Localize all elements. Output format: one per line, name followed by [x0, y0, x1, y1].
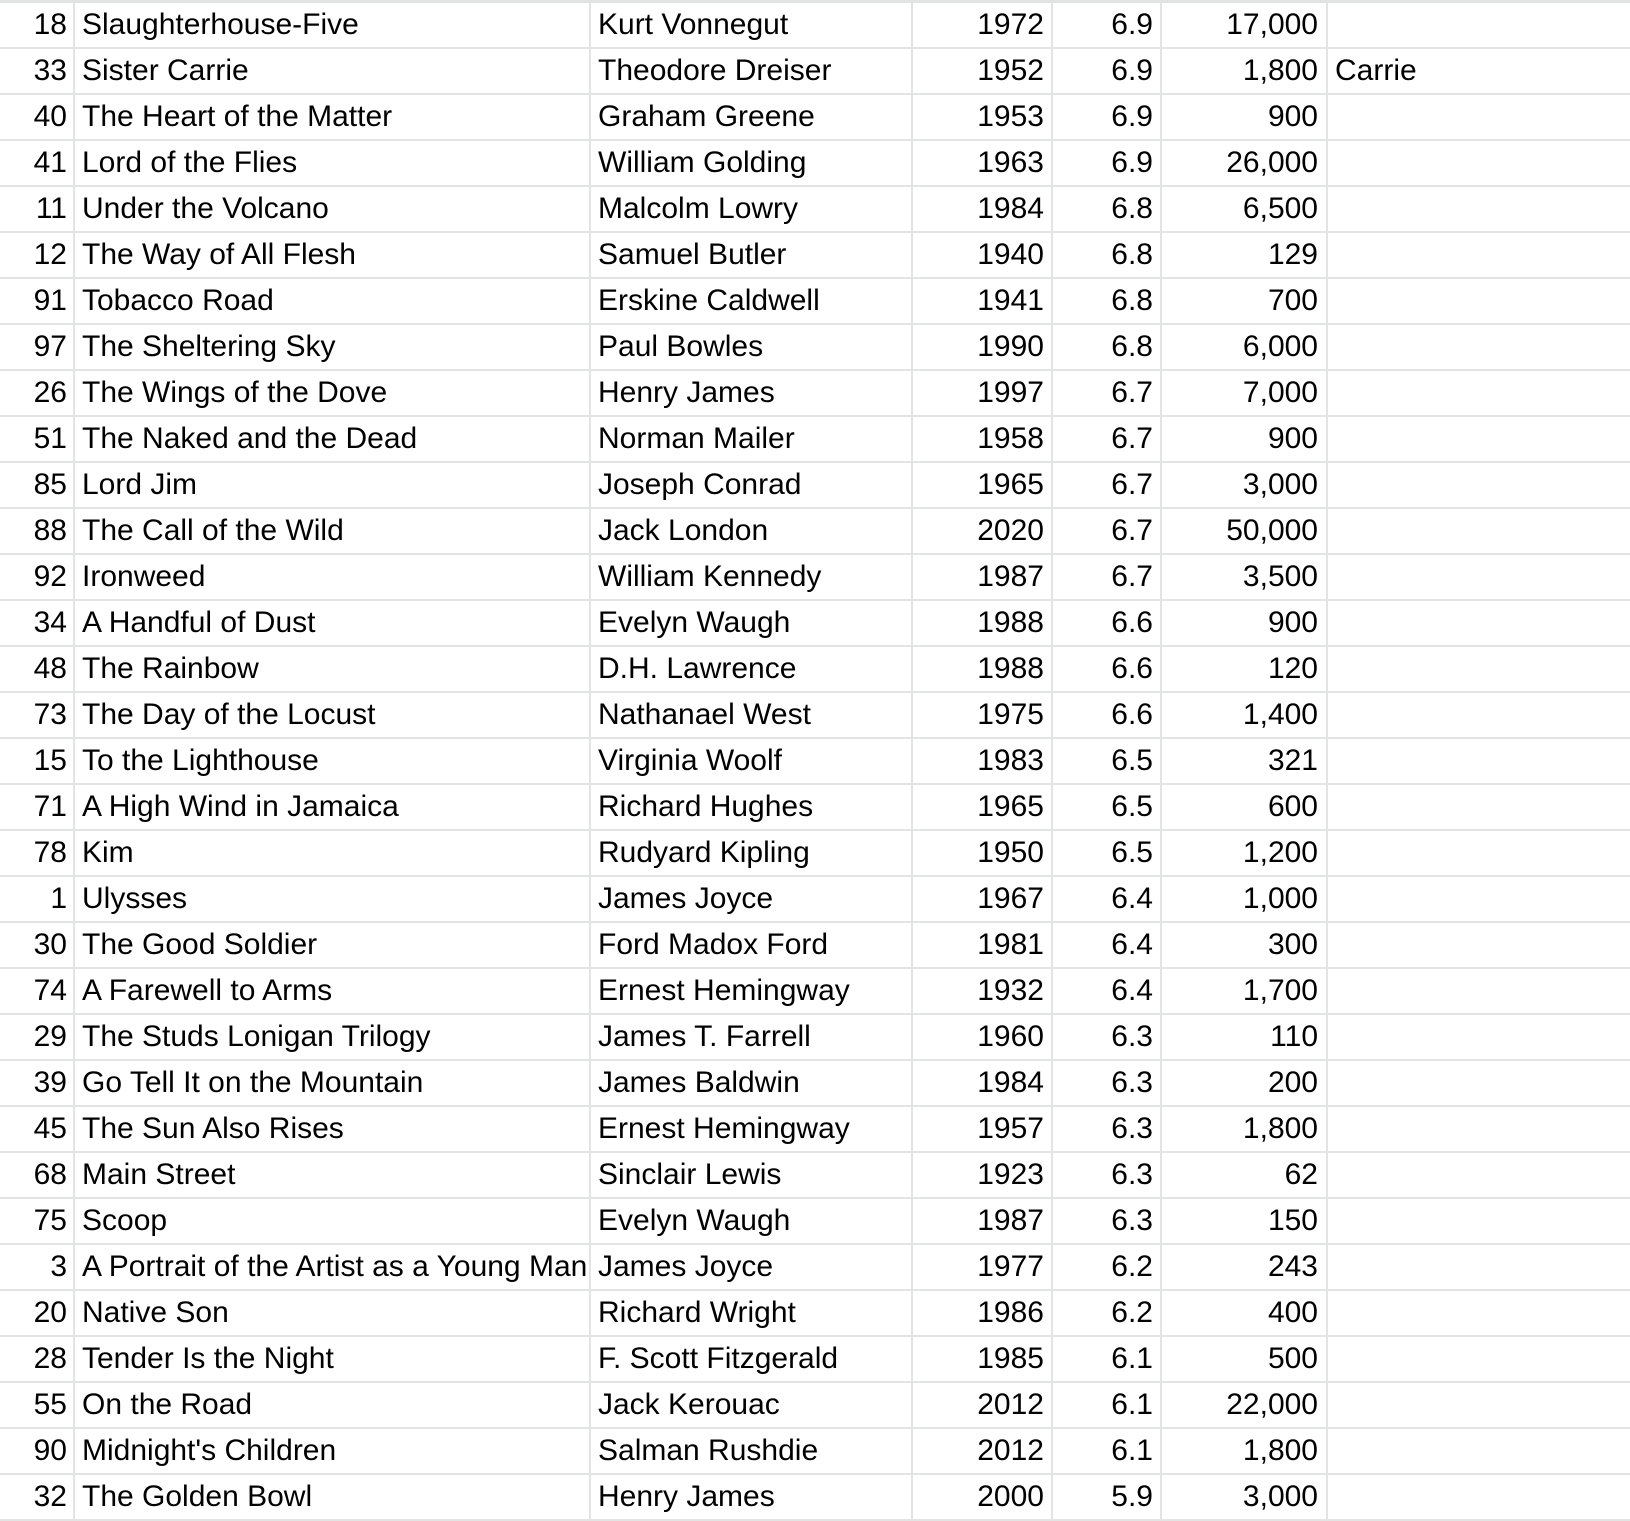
cell-year[interactable]: 1983: [912, 738, 1052, 784]
cell-author[interactable]: Jack Kerouac: [590, 1382, 912, 1428]
table-row: [0, 876, 1630, 922]
cell-ratings[interactable]: 400: [1161, 1290, 1327, 1336]
cell-year[interactable]: 1986: [912, 1290, 1052, 1336]
cell-note[interactable]: [1327, 922, 1630, 968]
cell-score[interactable]: 6.8: [1052, 232, 1161, 278]
cell-note[interactable]: [1327, 232, 1630, 278]
cell-year[interactable]: 1990: [912, 324, 1052, 370]
cell-year[interactable]: 1967: [912, 876, 1052, 922]
cell-title[interactable]: Sister Carrie: [74, 48, 590, 94]
cell-note[interactable]: [1327, 462, 1630, 508]
cell-rank[interactable]: 73: [0, 692, 74, 738]
table-row: [0, 94, 1630, 140]
cell-author[interactable]: Theodore Dreiser: [590, 48, 912, 94]
cell-year[interactable]: 1984: [912, 1060, 1052, 1106]
cell-author[interactable]: Malcolm Lowry: [590, 186, 912, 232]
table-row: [0, 1106, 1630, 1152]
cell-rank[interactable]: 29: [0, 1014, 74, 1060]
cell-title[interactable]: Lord Jim: [74, 462, 590, 508]
cell-author[interactable]: Erskine Caldwell: [590, 278, 912, 324]
cell-rank[interactable]: 30: [0, 922, 74, 968]
cell-score[interactable]: 6.9: [1052, 140, 1161, 186]
cell-note[interactable]: [1327, 1382, 1630, 1428]
cell-note[interactable]: [1327, 784, 1630, 830]
cell-rank[interactable]: 1: [0, 876, 74, 922]
cell-note[interactable]: [1327, 692, 1630, 738]
table-row: [0, 554, 1630, 600]
cell-note[interactable]: [1327, 830, 1630, 876]
cell-rank[interactable]: 91: [0, 278, 74, 324]
cell-ratings[interactable]: 600: [1161, 784, 1327, 830]
cell-author[interactable]: Ernest Hemingway: [590, 968, 912, 1014]
cell-score[interactable]: 6.4: [1052, 876, 1161, 922]
cell-title[interactable]: Lord of the Flies: [74, 140, 590, 186]
cell-note[interactable]: [1327, 600, 1630, 646]
cell-year[interactable]: 1988: [912, 600, 1052, 646]
cell-ratings[interactable]: 22,000: [1161, 1382, 1327, 1428]
cell-note[interactable]: [1327, 416, 1630, 462]
cell-ratings[interactable]: 700: [1161, 278, 1327, 324]
cell-score[interactable]: 6.5: [1052, 738, 1161, 784]
table-row: [0, 2, 1630, 49]
cell-score[interactable]: 6.6: [1052, 692, 1161, 738]
cell-score[interactable]: 6.6: [1052, 646, 1161, 692]
table-row: [0, 600, 1630, 646]
cell-score[interactable]: 6.1: [1052, 1336, 1161, 1382]
table-row: [0, 646, 1630, 692]
cell-year[interactable]: 2012: [912, 1382, 1052, 1428]
table-row: [0, 186, 1630, 232]
cell-title[interactable]: The Good Soldier: [74, 922, 590, 968]
cell-title[interactable]: The Naked and the Dead: [74, 416, 590, 462]
cell-rank[interactable]: 68: [0, 1152, 74, 1198]
cell-title[interactable]: Tender Is the Night: [74, 1336, 590, 1382]
cell-year[interactable]: 1965: [912, 784, 1052, 830]
cell-note[interactable]: [1327, 508, 1630, 554]
cell-year[interactable]: 1988: [912, 646, 1052, 692]
cell-score[interactable]: 6.4: [1052, 968, 1161, 1014]
cell-author[interactable]: Rudyard Kipling: [590, 830, 912, 876]
cell-rank[interactable]: 51: [0, 416, 74, 462]
cell-author[interactable]: Richard Hughes: [590, 784, 912, 830]
cell-year[interactable]: 1960: [912, 1014, 1052, 1060]
cell-note[interactable]: [1327, 1428, 1630, 1474]
cell-rank[interactable]: 40: [0, 94, 74, 140]
cell-year[interactable]: 1981: [912, 922, 1052, 968]
cell-year[interactable]: 1932: [912, 968, 1052, 1014]
cell-author[interactable]: Ernest Hemingway: [590, 1106, 912, 1152]
cell-score[interactable]: 6.8: [1052, 278, 1161, 324]
table-row: [0, 140, 1630, 186]
cell-note[interactable]: [1327, 1336, 1630, 1382]
table-row: [0, 462, 1630, 508]
cell-title[interactable]: The Sun Also Rises: [74, 1106, 590, 1152]
cell-title[interactable]: A Farewell to Arms: [74, 968, 590, 1014]
cell-ratings[interactable]: 3,500: [1161, 554, 1327, 600]
cell-score[interactable]: 6.2: [1052, 1244, 1161, 1290]
cell-note[interactable]: [1327, 876, 1630, 922]
cell-note[interactable]: [1327, 1290, 1630, 1336]
cell-note[interactable]: [1327, 2, 1630, 49]
table-row: [0, 324, 1630, 370]
cell-rank[interactable]: 3: [0, 1244, 74, 1290]
cell-note[interactable]: [1327, 1244, 1630, 1290]
table-row: [0, 922, 1630, 968]
cell-score[interactable]: 6.7: [1052, 416, 1161, 462]
cell-rank[interactable]: 85: [0, 462, 74, 508]
cell-rank[interactable]: 92: [0, 554, 74, 600]
cell-title[interactable]: Tobacco Road: [74, 278, 590, 324]
cell-score[interactable]: 6.5: [1052, 784, 1161, 830]
cell-title[interactable]: The Way of All Flesh: [74, 232, 590, 278]
table-row: [0, 370, 1630, 416]
cell-score[interactable]: 6.8: [1052, 186, 1161, 232]
cell-score[interactable]: 6.7: [1052, 462, 1161, 508]
cell-score[interactable]: 6.1: [1052, 1382, 1161, 1428]
cell-title[interactable]: The Rainbow: [74, 646, 590, 692]
cell-title[interactable]: A Portrait of the Artist as a Young Man: [74, 1244, 590, 1290]
cell-title[interactable]: Go Tell It on the Mountain: [74, 1060, 590, 1106]
table-row: [0, 1428, 1630, 1474]
cell-ratings[interactable]: 321: [1161, 738, 1327, 784]
cell-year[interactable]: 1950: [912, 830, 1052, 876]
cell-ratings[interactable]: 62: [1161, 1152, 1327, 1198]
table-row: [0, 416, 1630, 462]
cell-author[interactable]: Joseph Conrad: [590, 462, 912, 508]
cell-author[interactable]: Graham Greene: [590, 94, 912, 140]
cell-rank[interactable]: 11: [0, 186, 74, 232]
cell-ratings[interactable]: 900: [1161, 600, 1327, 646]
cell-ratings[interactable]: 6,500: [1161, 186, 1327, 232]
cell-author[interactable]: D.H. Lawrence: [590, 646, 912, 692]
cell-score[interactable]: 5.9: [1052, 1474, 1161, 1520]
cell-ratings[interactable]: 7,000: [1161, 370, 1327, 416]
cell-author[interactable]: Ford Madox Ford: [590, 922, 912, 968]
cell-author[interactable]: Norman Mailer: [590, 416, 912, 462]
cell-title[interactable]: The Wings of the Dove: [74, 370, 590, 416]
cell-rank[interactable]: 71: [0, 784, 74, 830]
cell-year[interactable]: 1972: [912, 2, 1052, 49]
table-row: [0, 1198, 1630, 1244]
cell-note[interactable]: [1327, 186, 1630, 232]
cell-score[interactable]: 6.3: [1052, 1014, 1161, 1060]
cell-score[interactable]: 6.5: [1052, 830, 1161, 876]
cell-title[interactable]: To the Lighthouse: [74, 738, 590, 784]
cell-note[interactable]: [1327, 1474, 1630, 1520]
table-row: [0, 1474, 1630, 1520]
cell-score[interactable]: 6.8: [1052, 324, 1161, 370]
cell-year[interactable]: 2020: [912, 508, 1052, 554]
cell-author[interactable]: Kurt Vonnegut: [590, 2, 912, 49]
table-row: [0, 1060, 1630, 1106]
cell-year[interactable]: 1958: [912, 416, 1052, 462]
cell-ratings[interactable]: 1,200: [1161, 830, 1327, 876]
table-row: [0, 784, 1630, 830]
cell-title[interactable]: The Call of the Wild: [74, 508, 590, 554]
cell-ratings[interactable]: 26,000: [1161, 140, 1327, 186]
cell-year[interactable]: 1997: [912, 370, 1052, 416]
cell-author[interactable]: Salman Rushdie: [590, 1428, 912, 1474]
cell-rank[interactable]: 48: [0, 646, 74, 692]
cell-rank[interactable]: 74: [0, 968, 74, 1014]
cell-note[interactable]: [1327, 140, 1630, 186]
cell-rank[interactable]: 88: [0, 508, 74, 554]
cell-note[interactable]: [1327, 1198, 1630, 1244]
cell-ratings[interactable]: 1,400: [1161, 692, 1327, 738]
cell-rank[interactable]: 18: [0, 2, 74, 49]
cell-author[interactable]: James Joyce: [590, 876, 912, 922]
cell-score[interactable]: 6.9: [1052, 2, 1161, 49]
cell-ratings[interactable]: 110: [1161, 1014, 1327, 1060]
cell-author[interactable]: Evelyn Waugh: [590, 600, 912, 646]
cell-author[interactable]: Samuel Butler: [590, 232, 912, 278]
cell-note[interactable]: [1327, 968, 1630, 1014]
cell-title[interactable]: A High Wind in Jamaica: [74, 784, 590, 830]
cell-year[interactable]: 1963: [912, 140, 1052, 186]
cell-ratings[interactable]: 129: [1161, 232, 1327, 278]
cell-ratings[interactable]: 300: [1161, 922, 1327, 968]
cell-author[interactable]: Nathanael West: [590, 692, 912, 738]
cell-rank[interactable]: 97: [0, 324, 74, 370]
cell-ratings[interactable]: 900: [1161, 416, 1327, 462]
table-row: [0, 278, 1630, 324]
cell-author[interactable]: William Golding: [590, 140, 912, 186]
cell-author[interactable]: William Kennedy: [590, 554, 912, 600]
cell-rank[interactable]: 39: [0, 1060, 74, 1106]
cell-ratings[interactable]: 1,700: [1161, 968, 1327, 1014]
table-row: [0, 1290, 1630, 1336]
cell-rank[interactable]: 33: [0, 48, 74, 94]
cell-note[interactable]: [1327, 278, 1630, 324]
cell-score[interactable]: 6.4: [1052, 922, 1161, 968]
cell-year[interactable]: 1965: [912, 462, 1052, 508]
table-row: [0, 738, 1630, 784]
cell-rank[interactable]: 28: [0, 1336, 74, 1382]
cell-author[interactable]: James Baldwin: [590, 1060, 912, 1106]
cell-year[interactable]: 1977: [912, 1244, 1052, 1290]
cell-ratings[interactable]: 1,000: [1161, 876, 1327, 922]
cell-note[interactable]: [1327, 646, 1630, 692]
cell-note[interactable]: [1327, 554, 1630, 600]
cell-note[interactable]: [1327, 1014, 1630, 1060]
cell-score[interactable]: 6.7: [1052, 508, 1161, 554]
cell-ratings[interactable]: 500: [1161, 1336, 1327, 1382]
cell-ratings[interactable]: 900: [1161, 94, 1327, 140]
cell-author[interactable]: Paul Bowles: [590, 324, 912, 370]
cell-year[interactable]: 1953: [912, 94, 1052, 140]
cell-author[interactable]: Henry James: [590, 370, 912, 416]
cell-note[interactable]: [1327, 1106, 1630, 1152]
cell-title[interactable]: The Sheltering Sky: [74, 324, 590, 370]
cell-score[interactable]: 6.7: [1052, 554, 1161, 600]
cell-ratings[interactable]: 3,000: [1161, 462, 1327, 508]
table-row: [0, 1336, 1630, 1382]
cell-rank[interactable]: 55: [0, 1382, 74, 1428]
cell-note[interactable]: [1327, 738, 1630, 784]
cell-title[interactable]: Ironweed: [74, 554, 590, 600]
table-row: [0, 232, 1630, 278]
cell-year[interactable]: 1987: [912, 554, 1052, 600]
cell-rank[interactable]: 26: [0, 370, 74, 416]
cell-author[interactable]: Richard Wright: [590, 1290, 912, 1336]
cell-rank[interactable]: 12: [0, 232, 74, 278]
cell-ratings[interactable]: 1,800: [1161, 1106, 1327, 1152]
cell-score[interactable]: 6.3: [1052, 1060, 1161, 1106]
cell-ratings[interactable]: 50,000: [1161, 508, 1327, 554]
cell-ratings[interactable]: 120: [1161, 646, 1327, 692]
cell-ratings[interactable]: 200: [1161, 1060, 1327, 1106]
cell-note[interactable]: [1327, 1152, 1630, 1198]
cell-score[interactable]: 6.6: [1052, 600, 1161, 646]
cell-note[interactable]: [1327, 94, 1630, 140]
cell-author[interactable]: Jack London: [590, 508, 912, 554]
table-row: [0, 1014, 1630, 1060]
cell-score[interactable]: 6.2: [1052, 1290, 1161, 1336]
cell-rank[interactable]: 15: [0, 738, 74, 784]
cell-rank[interactable]: 75: [0, 1198, 74, 1244]
cell-ratings[interactable]: 17,000: [1161, 2, 1327, 49]
spreadsheet-body: [0, 2, 1630, 1521]
cell-rank[interactable]: 41: [0, 140, 74, 186]
cell-author[interactable]: F. Scott Fitzgerald: [590, 1336, 912, 1382]
cell-rank[interactable]: 90: [0, 1428, 74, 1474]
table-row: [0, 968, 1630, 1014]
cell-title[interactable]: Scoop: [74, 1198, 590, 1244]
table-row: [0, 508, 1630, 554]
table-row: [0, 48, 1630, 94]
cell-title[interactable]: Ulysses: [74, 876, 590, 922]
cell-rank[interactable]: 32: [0, 1474, 74, 1520]
cell-title[interactable]: A Handful of Dust: [74, 600, 590, 646]
cell-score[interactable]: 6.9: [1052, 48, 1161, 94]
table-row: [0, 1152, 1630, 1198]
cell-title[interactable]: Slaughterhouse-Five: [74, 2, 590, 49]
cell-year[interactable]: 1923: [912, 1152, 1052, 1198]
cell-rank[interactable]: 34: [0, 600, 74, 646]
cell-rank[interactable]: 45: [0, 1106, 74, 1152]
cell-rank[interactable]: 20: [0, 1290, 74, 1336]
cell-ratings[interactable]: 243: [1161, 1244, 1327, 1290]
cell-note[interactable]: [1327, 1060, 1630, 1106]
cell-score[interactable]: 6.1: [1052, 1428, 1161, 1474]
cell-note[interactable]: Carrie: [1327, 48, 1630, 94]
table-row: [0, 692, 1630, 738]
cell-year[interactable]: 2012: [912, 1428, 1052, 1474]
cell-note[interactable]: [1327, 370, 1630, 416]
table-row: [0, 1382, 1630, 1428]
cell-title[interactable]: The Heart of the Matter: [74, 94, 590, 140]
cell-author[interactable]: James Joyce: [590, 1244, 912, 1290]
table-row: [0, 830, 1630, 876]
cell-ratings[interactable]: 1,800: [1161, 1428, 1327, 1474]
cell-score[interactable]: 6.7: [1052, 370, 1161, 416]
cell-note[interactable]: [1327, 324, 1630, 370]
cell-year[interactable]: 1940: [912, 232, 1052, 278]
cell-title[interactable]: Native Son: [74, 1290, 590, 1336]
cell-ratings[interactable]: 3,000: [1161, 1474, 1327, 1520]
cell-year[interactable]: 1952: [912, 48, 1052, 94]
cell-title[interactable]: Main Street: [74, 1152, 590, 1198]
cell-title[interactable]: The Day of the Locust: [74, 692, 590, 738]
cell-rank[interactable]: 78: [0, 830, 74, 876]
cell-score[interactable]: 6.3: [1052, 1198, 1161, 1244]
table-row: [0, 1244, 1630, 1290]
cell-year[interactable]: 1987: [912, 1198, 1052, 1244]
cell-year[interactable]: 2000: [912, 1474, 1052, 1520]
cell-year[interactable]: 1975: [912, 692, 1052, 738]
cell-year[interactable]: 1984: [912, 186, 1052, 232]
cell-ratings[interactable]: 150: [1161, 1198, 1327, 1244]
cell-author[interactable]: Sinclair Lewis: [590, 1152, 912, 1198]
cell-ratings[interactable]: 6,000: [1161, 324, 1327, 370]
cell-score[interactable]: 6.3: [1052, 1106, 1161, 1152]
cell-year[interactable]: 1941: [912, 278, 1052, 324]
cell-title[interactable]: Kim: [74, 830, 590, 876]
cell-score[interactable]: 6.9: [1052, 94, 1161, 140]
cell-title[interactable]: On the Road: [74, 1382, 590, 1428]
cell-year[interactable]: 1985: [912, 1336, 1052, 1382]
cell-author[interactable]: Virginia Woolf: [590, 738, 912, 784]
cell-author[interactable]: Henry James: [590, 1474, 912, 1520]
cell-score[interactable]: 6.3: [1052, 1152, 1161, 1198]
cell-ratings[interactable]: 1,800: [1161, 48, 1327, 94]
cell-author[interactable]: Evelyn Waugh: [590, 1198, 912, 1244]
cell-title[interactable]: Under the Volcano: [74, 186, 590, 232]
cell-author[interactable]: James T. Farrell: [590, 1014, 912, 1060]
cell-year[interactable]: 1957: [912, 1106, 1052, 1152]
cell-title[interactable]: The Studs Lonigan Trilogy: [74, 1014, 590, 1060]
cell-title[interactable]: Midnight's Children: [74, 1428, 590, 1474]
cell-title[interactable]: The Golden Bowl: [74, 1474, 590, 1520]
